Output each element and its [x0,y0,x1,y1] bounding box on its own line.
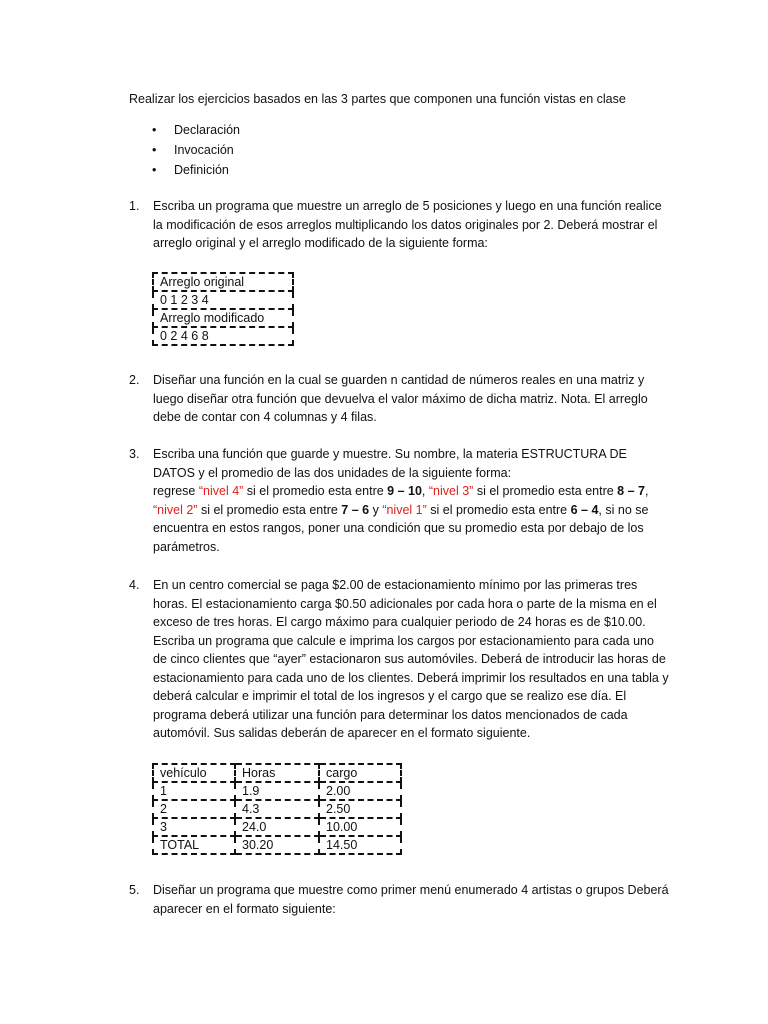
table-row [153,327,293,345]
exercise-text: Escriba una función que guarde y muestre. Su nombre, la materia ESTRUCTURA DE DATOS y el promedio de las dos unidades de la siguiente forma: regrese “nivel 4” si el promedio esta entre 9 – 10, “nivel 3” si el promedio esta entre 8 – 7, “nivel 2” si el promedio esta entre 7 – 6 y “nivel 1” si el promedio esta entre 6 – 4, si no se encuentra en estos rangos, poner una condición que su promedio esta por debajo de los parámetros. [153,447,649,554]
list-item-text: Declaración [174,123,241,137]
exercise-text: En un centro comercial se paga $2.00 de estacionamiento mínimo por las primeras tres horas. El estacionamiento carga $0.50 adicionales por cada hora o parte de la misma en el exceso de tres horas. El cargo máximo para cualquier periodo de 24 horas es de $10.00. Escriba un programa que calcule e imprima los cargos por estacionamiento para cada uno de cinco clientes que “ayer” estacionaron sus automóviles. Deberá de introducir las horas de estacionamiento para cada uno de los clientes. Deberá imprimir los resultados en una tabla y deberá calcular e imprimir el total de los ingresos y el cargo que se realizo ese día. El programa deberá utilizar una función para determinar los datos mencionados de cada automóvil. Sus salidas deberán de aparecer en el formato siguiente. [153,578,669,740]
arreglo-table [152,272,294,346]
column-header: Horas [235,764,319,782]
exercise-text: Escriba un programa que muestre un arreglo de 5 posiciones y luego en una función realice la modificación de esos arreglos multiplicando los datos originales por 2. Deberá mostrar el arreglo original y el arreglo modificado de la siguiente forma: [153,199,662,250]
parking-table [152,763,402,855]
exercise-number: 5. [129,883,140,897]
table-cell: 24.0 [235,818,319,836]
table-cell: 14.50 [319,836,401,854]
exercise-number: 2. [129,373,140,387]
parts-list [152,121,240,181]
exercise-number: 3. [129,447,140,461]
table-row [153,836,401,854]
table-row [153,782,401,800]
range-text: 6 – 4 [570,502,599,517]
table-cell: 0 1 2 3 4 [153,291,293,309]
table-cell: 0 2 4 6 8 [153,327,293,345]
nivel-1-label: “nivel 1” [382,502,427,517]
table-cell: 1.9 [235,782,319,800]
column-header: vehículo [153,764,235,782]
table-cell: Arreglo original [153,273,293,291]
table-cell: Arreglo modificado [153,309,293,327]
nivel-3-label: “nivel 3” [428,484,474,498]
range-text: 9 – 10 [387,484,422,498]
table-cell: 4.3 [235,800,319,818]
intro-text: Realizar los ejercicios basados en las 3 partes que componen una función vistas en clase [129,92,626,106]
list-item-text: Invocación [174,143,234,157]
exercise-4 [129,576,669,743]
table-row [153,800,401,818]
nivel-4-label: “nivel 4” [198,484,244,498]
list-item-text: Definición [174,163,229,177]
exercise-text: Diseñar un programa que muestre como primer menú enumerado 4 artistas o grupos Deberá aparecer en el formato siguiente: [153,883,669,916]
bullet-icon: • [152,163,157,177]
table-row [153,818,401,836]
table-cell: 30.20 [235,836,319,854]
bullet-icon: • [152,123,157,137]
table-row [153,273,293,291]
table-cell: 1 [153,782,235,800]
table-row [153,309,293,327]
exercise-3 [129,445,669,556]
exercise-number: 1. [129,199,140,213]
range-text: 7 – 6 [341,502,370,517]
list-item [152,161,240,181]
column-header: cargo [319,764,401,782]
exercise-1 [129,197,669,253]
table-cell: 2.00 [319,782,401,800]
table-cell: 3 [153,818,235,836]
list-item [152,141,240,161]
bullet-icon: • [152,143,157,157]
exercise-5 [129,881,669,918]
exercise-text: Diseñar una función en la cual se guarden n cantidad de números reales en una matriz y luego diseñar otra función que devuelva el valor máximo de dicha matriz. Nota. El arreglo debe de contar con 4 columnas y 4 filas. [153,373,648,424]
exercise-number: 4. [129,578,140,592]
table-row [153,291,293,309]
table-header-row [153,764,401,782]
table-cell: 2 [153,800,235,818]
table-cell: 2.50 [319,800,401,818]
table-cell: 10.00 [319,818,401,836]
exercise-2 [129,371,669,427]
list-item [152,121,240,141]
nivel-2-label: “nivel 2” [153,502,198,517]
range-text: 8 – 7 [617,484,645,498]
table-cell: TOTAL [153,836,235,854]
